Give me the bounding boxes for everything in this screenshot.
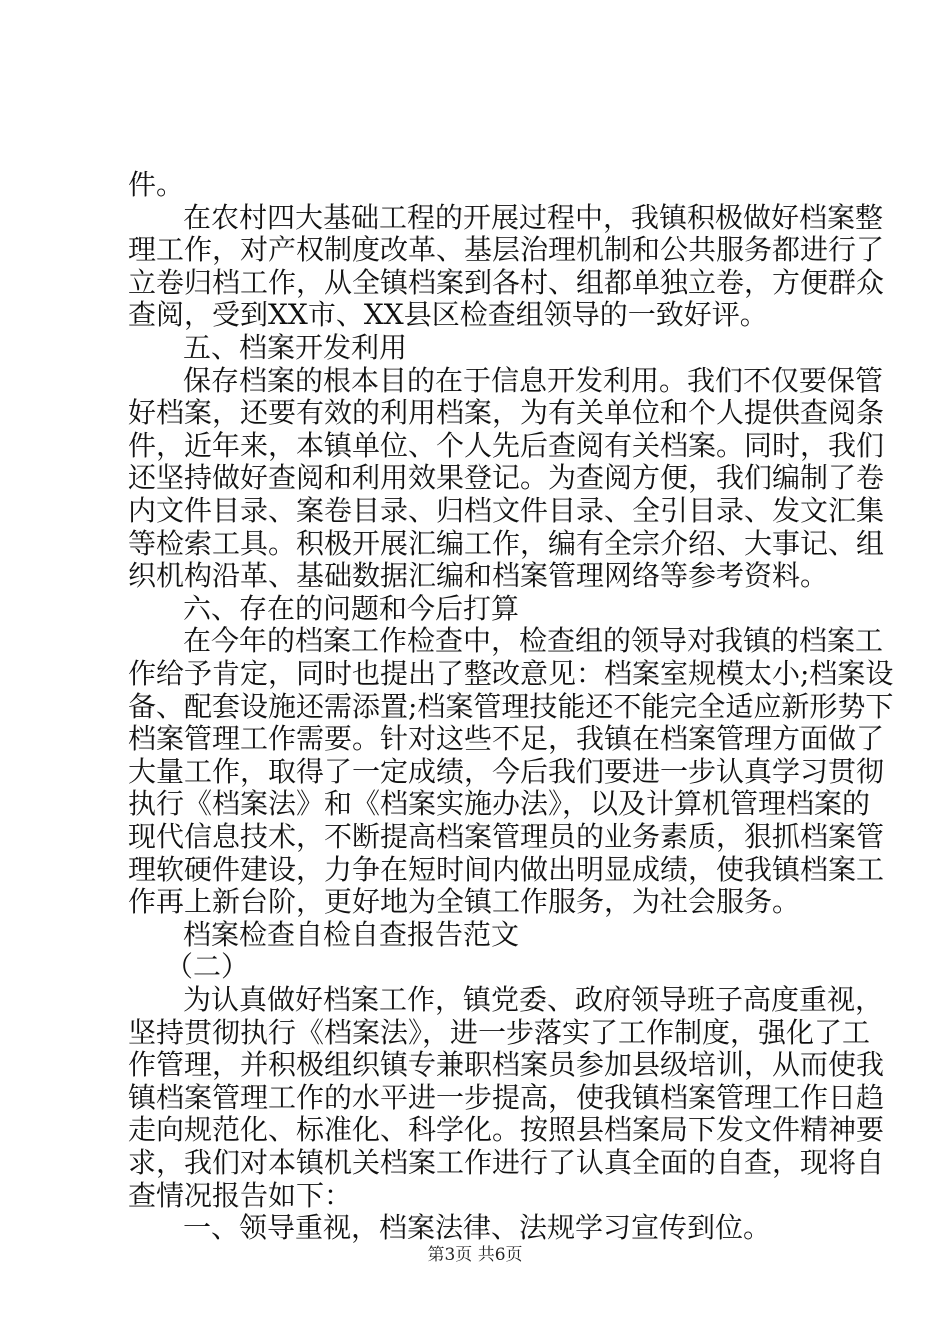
text-line-26: 为认真做好档案工作，镇党委、政府领导班子高度重视，	[183, 983, 884, 1016]
text-line-23: 作再上新台阶，更好地为全镇工作服务，为社会服务。	[128, 885, 801, 919]
text-line-18: 档案管理工作需要。针对这些不足，我镇在档案管理方面做了	[128, 722, 885, 756]
document-part-number: （二）	[165, 950, 250, 984]
text-line-3: 理工作，对产权制度改革、基层治理机制和公共服务都进行了	[128, 233, 885, 267]
text-line-10: 还坚持做好查阅和利用效果登记。为查阅方便，我们编制了卷	[128, 461, 885, 495]
text-line-16: 作给予肯定，同时也提出了整改意见：档案室规模太小;档案设	[128, 657, 894, 690]
text-line-27: 坚持贯彻执行《档案法》，进一步落实了工作制度，强化了工	[128, 1015, 871, 1049]
text-line-31: 求，我们对本镇机关档案工作进行了认真全面的自查，现将自	[128, 1146, 885, 1179]
text-line-20: 执行《档案法》和《档案实施办法》，以及计算机管理档案的	[128, 787, 871, 821]
text-line-9: 件，近年来，本镇单位、个人先后查阅有关档案。同时，我们	[128, 428, 885, 462]
text-line-21: 现代信息技术，不断提高档案管理员的业务素质，狠抓档案管	[128, 820, 885, 853]
text-line-32: 查情况报告如下：	[128, 1178, 353, 1212]
section-heading-6: 六、存在的问题和今后打算	[183, 591, 520, 625]
page-footer: 第3页 共6页	[427, 1245, 523, 1265]
text-line-1: 件。	[128, 168, 185, 201]
text-line-8: 好档案，还要有效的利用档案，为有关单位和个人提供查阅条	[128, 396, 885, 430]
text-line-15: 在今年的档案工作检查中，检查组的领导对我镇的档案工	[183, 624, 884, 658]
text-line-19: 大量工作，取得了一定成绩，今后我们要进一步认真学习贯彻	[128, 754, 885, 788]
text-line-17: 备、配套设施还需添置;档案管理技能还不能完全适应新形势下	[128, 689, 894, 723]
section-heading-1: 一、领导重视，档案法律、法规学习宣传到位。	[183, 1211, 772, 1245]
text-line-29: 镇档案管理工作的水平进一步提高，使我镇档案管理工作日趋	[128, 1080, 885, 1114]
section-heading-5: 五、档案开发利用	[183, 331, 408, 364]
text-line-30: 走向规范化、标准化、科学化。按照县档案局下发文件精神要	[128, 1113, 885, 1147]
text-line-28: 作管理，并积极组织镇专兼职档案员参加县级培训，从而使我	[128, 1048, 885, 1082]
text-line-4: 立卷归档工作，从全镇档案到各村、组都单独立卷，方便群众	[128, 265, 885, 299]
document-subtitle: 档案检查自检自查报告范文	[183, 917, 520, 951]
text-line-5: 查阅，受到XX市、XX县区检查组领导的一致好评。	[128, 298, 768, 332]
text-line-12: 等检索工具。积极开展汇编工作，编有全宗介绍、大事记、组	[128, 526, 885, 560]
text-line-2: 在农村四大基础工程的开展过程中，我镇积极做好档案整	[183, 200, 884, 234]
text-line-11: 内文件目录、案卷目录、归档文件目录、全引目录、发文汇集	[128, 494, 885, 527]
text-line-22: 理软硬件建设，力争在短时间内做出明显成绩，使我镇档案工	[128, 852, 885, 886]
text-line-7: 保存档案的根本目的在于信息开发利用。我们不仅要保管	[183, 363, 884, 397]
text-line-13: 织机构沿革、基础数据汇编和档案管理网络等参考资料。	[128, 559, 829, 593]
